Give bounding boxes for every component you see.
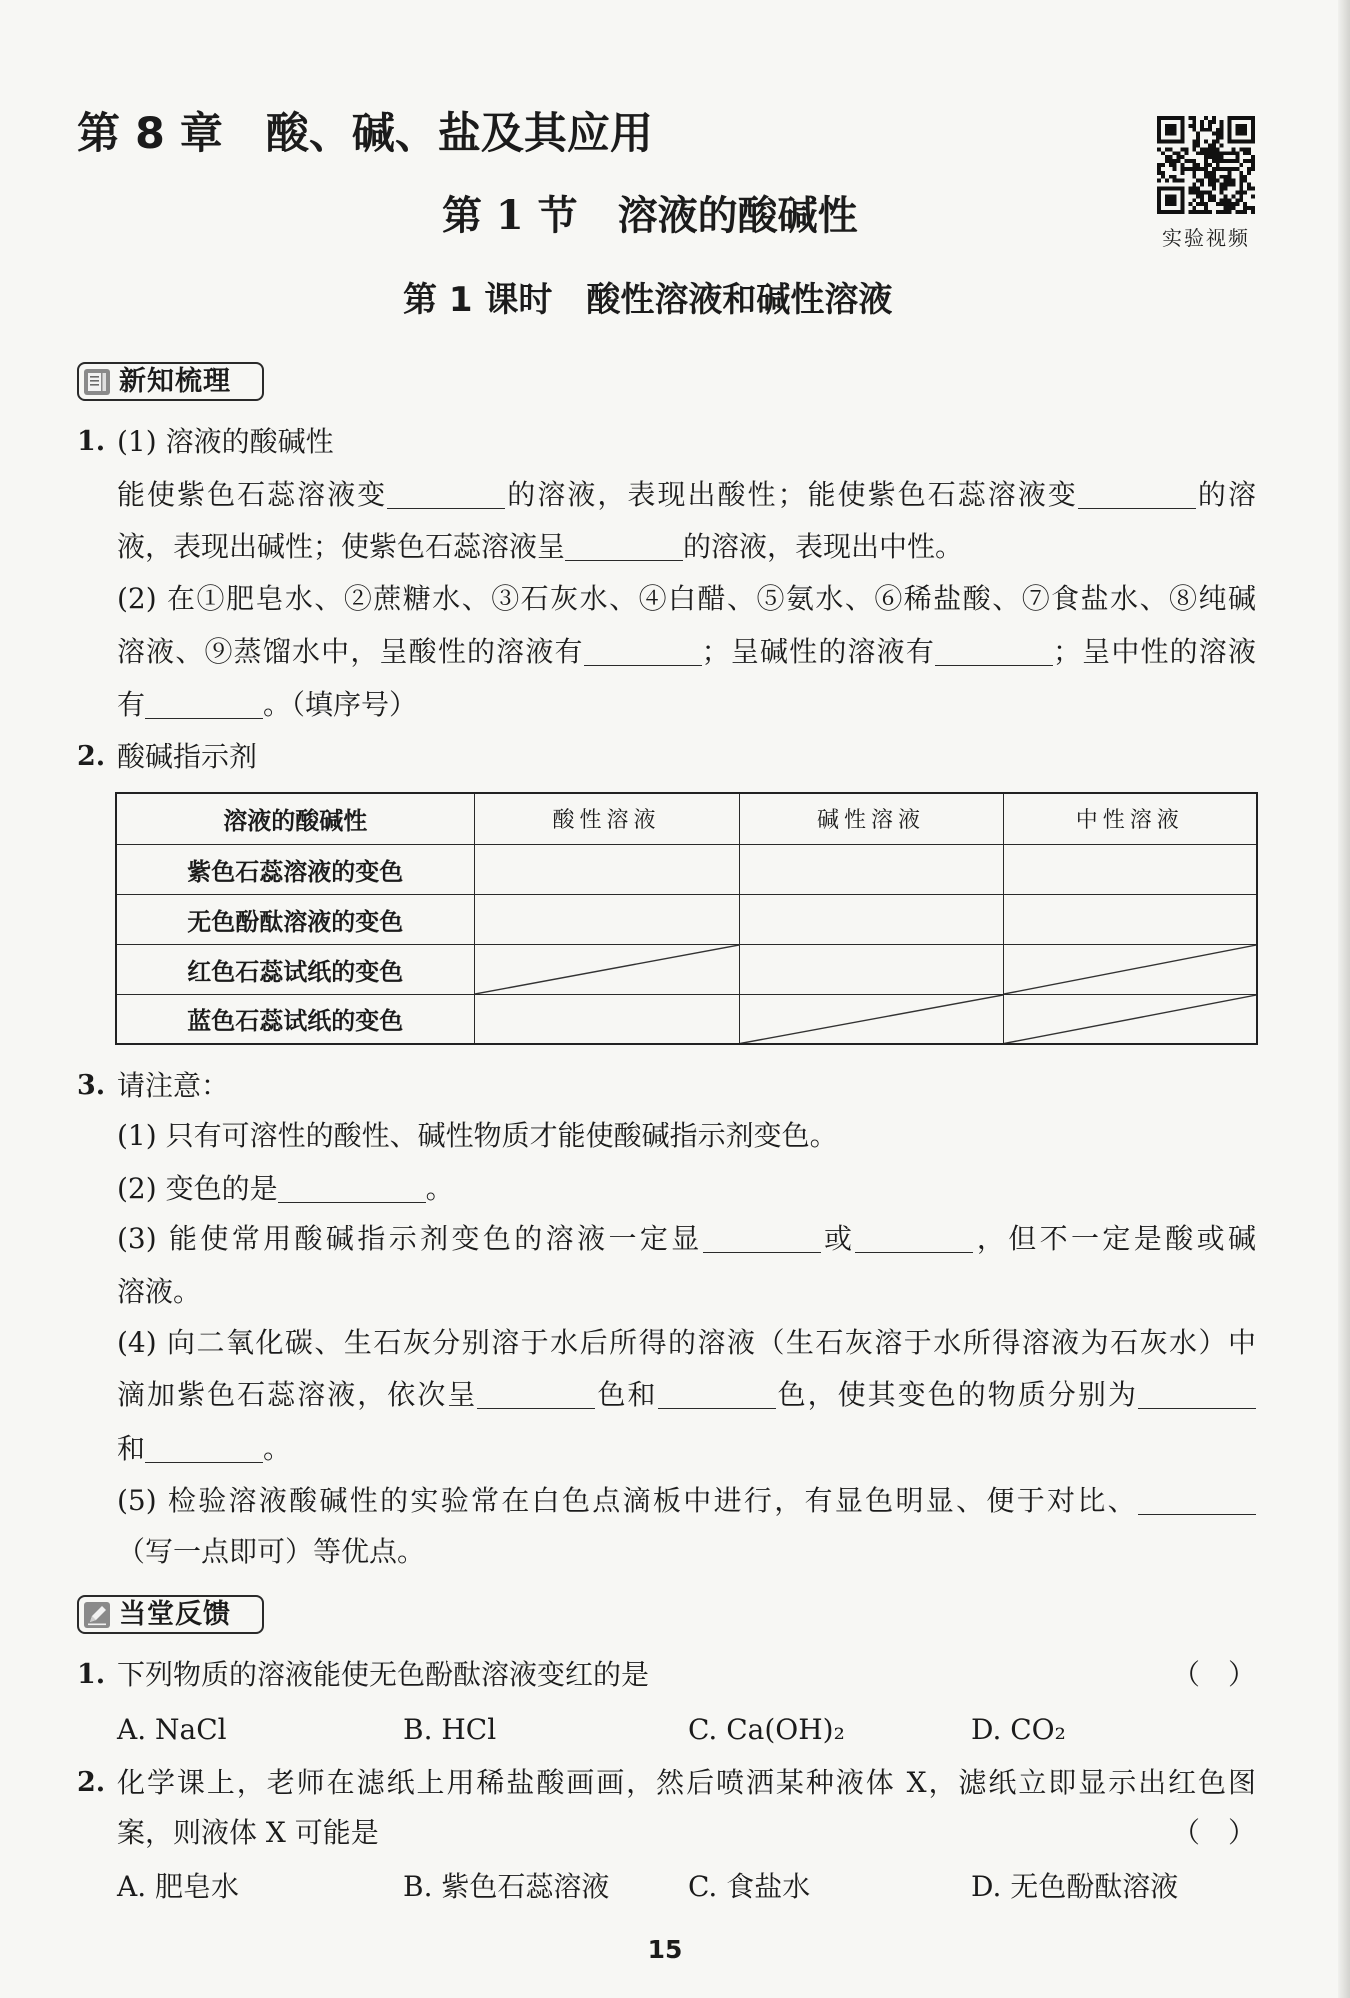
lesson-title: 第 1 课时 酸性溶液和碱性溶液 <box>403 280 893 320</box>
table-cell <box>474 844 739 894</box>
scan-edge-shadow <box>1338 0 1350 1998</box>
text-segment: ；呈中性的溶液 <box>1052 635 1256 668</box>
option-d: D. CO₂ <box>971 1713 1066 1746</box>
qr-label: 实验视频 <box>1162 226 1250 250</box>
answer-blank <box>658 1381 776 1409</box>
text-segment: 或 <box>820 1222 856 1255</box>
table-cell <box>474 994 739 1044</box>
table-header: 中性溶液 <box>1003 793 1257 844</box>
option-d: D. 无色酚酞溶液 <box>971 1870 1179 1903</box>
text-segment: 的溶液，表现出中性。 <box>683 530 964 563</box>
table-header: 碱性溶液 <box>739 793 1003 844</box>
review-badge-label: 新知梳理 <box>119 366 231 397</box>
q1-line <box>117 521 1256 573</box>
table-cell-crossed <box>1003 994 1257 1044</box>
text-segment: (3) 能使常用酸碱指示剂变色的溶液一定显 <box>117 1222 703 1255</box>
table-header: 溶液的酸碱性 <box>116 793 474 844</box>
strike-diagonal <box>1004 995 1257 1044</box>
text-segment: (2) 变色的是 <box>117 1172 278 1205</box>
page-number: 15 <box>647 1935 683 1964</box>
question-stem: 案，则液体 X 可能是 <box>117 1816 379 1849</box>
answer-blank <box>584 638 702 666</box>
table-cell <box>739 844 1003 894</box>
answer-blank <box>477 1381 595 1409</box>
table-cell <box>739 944 1003 994</box>
q3-line: (1) 只有可溶性的酸性、碱性物质才能使酸碱指示剂变色。 <box>117 1119 838 1152</box>
table-cell-crossed <box>474 944 739 994</box>
text-segment: 的溶液，表现出酸性；能使紫色石蕊溶液变 <box>505 478 1078 511</box>
table-row <box>116 844 1257 894</box>
option-a: A. NaCl <box>117 1713 227 1746</box>
q1-line <box>117 469 1256 521</box>
q3-line <box>117 1213 1256 1265</box>
feedback-badge-label: 当堂反馈 <box>119 1599 231 1630</box>
text-segment: ；呈碱性的溶液有 <box>701 635 935 668</box>
q3-line: （写一点即可）等优点。 <box>117 1535 426 1568</box>
option-c: C. 食盐水 <box>688 1870 811 1903</box>
option-c: C. Ca(OH)₂ <box>688 1713 845 1746</box>
answer-blank <box>855 1225 973 1253</box>
question-number: 2. <box>77 741 106 772</box>
row-label: 红色石蕊试纸的变色 <box>116 944 474 994</box>
text-segment: 滴加紫色石蕊溶液，依次呈 <box>117 1378 478 1411</box>
question-number: 1. <box>77 1659 106 1690</box>
text-segment: ，但不一定是酸或碱 <box>973 1222 1256 1255</box>
q3-line <box>117 1369 1256 1421</box>
table-cell <box>739 894 1003 944</box>
text-segment: 。 <box>263 1432 292 1465</box>
answer-blank <box>703 1225 821 1253</box>
q3-line <box>117 1163 1256 1215</box>
table-header-row <box>116 793 1257 844</box>
q1-line <box>117 626 1256 678</box>
table-row <box>116 894 1257 944</box>
table-row <box>116 994 1257 1044</box>
answer-blank <box>565 533 683 561</box>
row-label: 紫色石蕊溶液的变色 <box>116 844 474 894</box>
fb-q1-stem-line <box>117 1649 1256 1701</box>
text-segment: 和 <box>117 1432 146 1465</box>
text-segment: 液，表现出碱性；使紫色石蕊溶液呈 <box>117 530 566 563</box>
answer-blank <box>935 638 1053 666</box>
q1-line: (2) 在①肥皂水、②蔗糖水、③石灰水、④白醋、⑤氨水、⑥稀盐酸、⑦食盐水、⑧纯碱 <box>117 582 1256 615</box>
notes-icon <box>83 368 111 396</box>
feedback-badge <box>77 1595 264 1634</box>
question-number: 2. <box>77 1767 106 1798</box>
answer-blank <box>278 1175 426 1203</box>
strike-diagonal <box>1004 945 1257 994</box>
option-a: A. 肥皂水 <box>117 1870 240 1903</box>
answer-blank <box>1138 1487 1256 1515</box>
table-cell <box>474 894 739 944</box>
table-cell-crossed <box>1003 944 1257 994</box>
q1-line <box>117 679 1256 731</box>
table-header: 酸性溶液 <box>474 793 739 844</box>
fb-q2-stem-line <box>117 1807 1256 1859</box>
review-badge <box>77 362 264 401</box>
question-stem: 下列物质的溶液能使无色酚酞溶液变红的是 <box>117 1658 650 1691</box>
answer-blank <box>1138 1381 1256 1409</box>
table-cell-crossed <box>739 994 1003 1044</box>
text-segment: 色，使其变色的物质分别为 <box>775 1378 1138 1411</box>
q3-line: (4) 向二氧化碳、生石灰分别溶于水后所得的溶液（生石灰溶于水所得溶液为石灰水）中 <box>117 1326 1256 1359</box>
q3-line: 溶液。 <box>117 1275 202 1308</box>
option-b: B. 紫色石蕊溶液 <box>403 1870 610 1903</box>
strike-diagonal <box>740 995 1003 1044</box>
text-segment: (5) 检验溶液酸碱性的实验常在白色点滴板中进行，有显色明显、便于对比、 <box>117 1484 1138 1517</box>
q3-line <box>117 1475 1256 1527</box>
pencil-icon <box>83 1601 111 1629</box>
fb-q2-options <box>117 1861 1256 1913</box>
section-title: 第 1 节 溶液的酸碱性 <box>442 192 858 239</box>
text-segment: 溶液、⑨蒸馏水中，呈酸性的溶液有 <box>117 635 584 668</box>
table-cell <box>1003 894 1257 944</box>
answer-blank <box>145 1435 263 1463</box>
table-row <box>116 944 1257 994</box>
fb-q1-options <box>117 1704 1256 1756</box>
q1-subheading: (1) 溶液的酸碱性 <box>117 425 334 458</box>
row-label: 无色酚酞溶液的变色 <box>116 894 474 944</box>
text-segment: 。 <box>425 1172 454 1205</box>
text-segment: 有 <box>117 688 146 721</box>
answer-bracket: （ ） <box>1171 1658 1256 1691</box>
q2-title: 酸碱指示剂 <box>117 740 258 773</box>
answer-blank <box>387 481 505 509</box>
q3-line <box>117 1423 1256 1475</box>
fb-q2-stem-line: 化学课上，老师在滤纸上用稀盐酸画画，然后喷洒某种液体 X，滤纸立即显示出红色图 <box>117 1766 1256 1799</box>
text-segment: 色和 <box>595 1378 658 1411</box>
q3-title: 请注意： <box>117 1069 230 1102</box>
answer-blank <box>145 691 263 719</box>
indicator-table <box>115 792 1258 1045</box>
answer-bracket: （ ） <box>1171 1816 1256 1849</box>
text-segment: 的溶 <box>1195 478 1256 511</box>
text-segment: 。（填序号） <box>263 688 418 721</box>
strike-diagonal <box>475 945 739 994</box>
row-label: 蓝色石蕊试纸的变色 <box>116 994 474 1044</box>
question-number: 1. <box>77 426 106 457</box>
qr-code <box>1157 116 1255 214</box>
answer-blank <box>1078 481 1196 509</box>
table-cell <box>1003 844 1257 894</box>
text-segment: 能使紫色石蕊溶液变 <box>117 478 388 511</box>
chapter-title: 第 8 章 酸、碱、盐及其应用 <box>77 109 653 159</box>
option-b: B. HCl <box>403 1713 497 1746</box>
question-number: 3. <box>77 1070 106 1101</box>
